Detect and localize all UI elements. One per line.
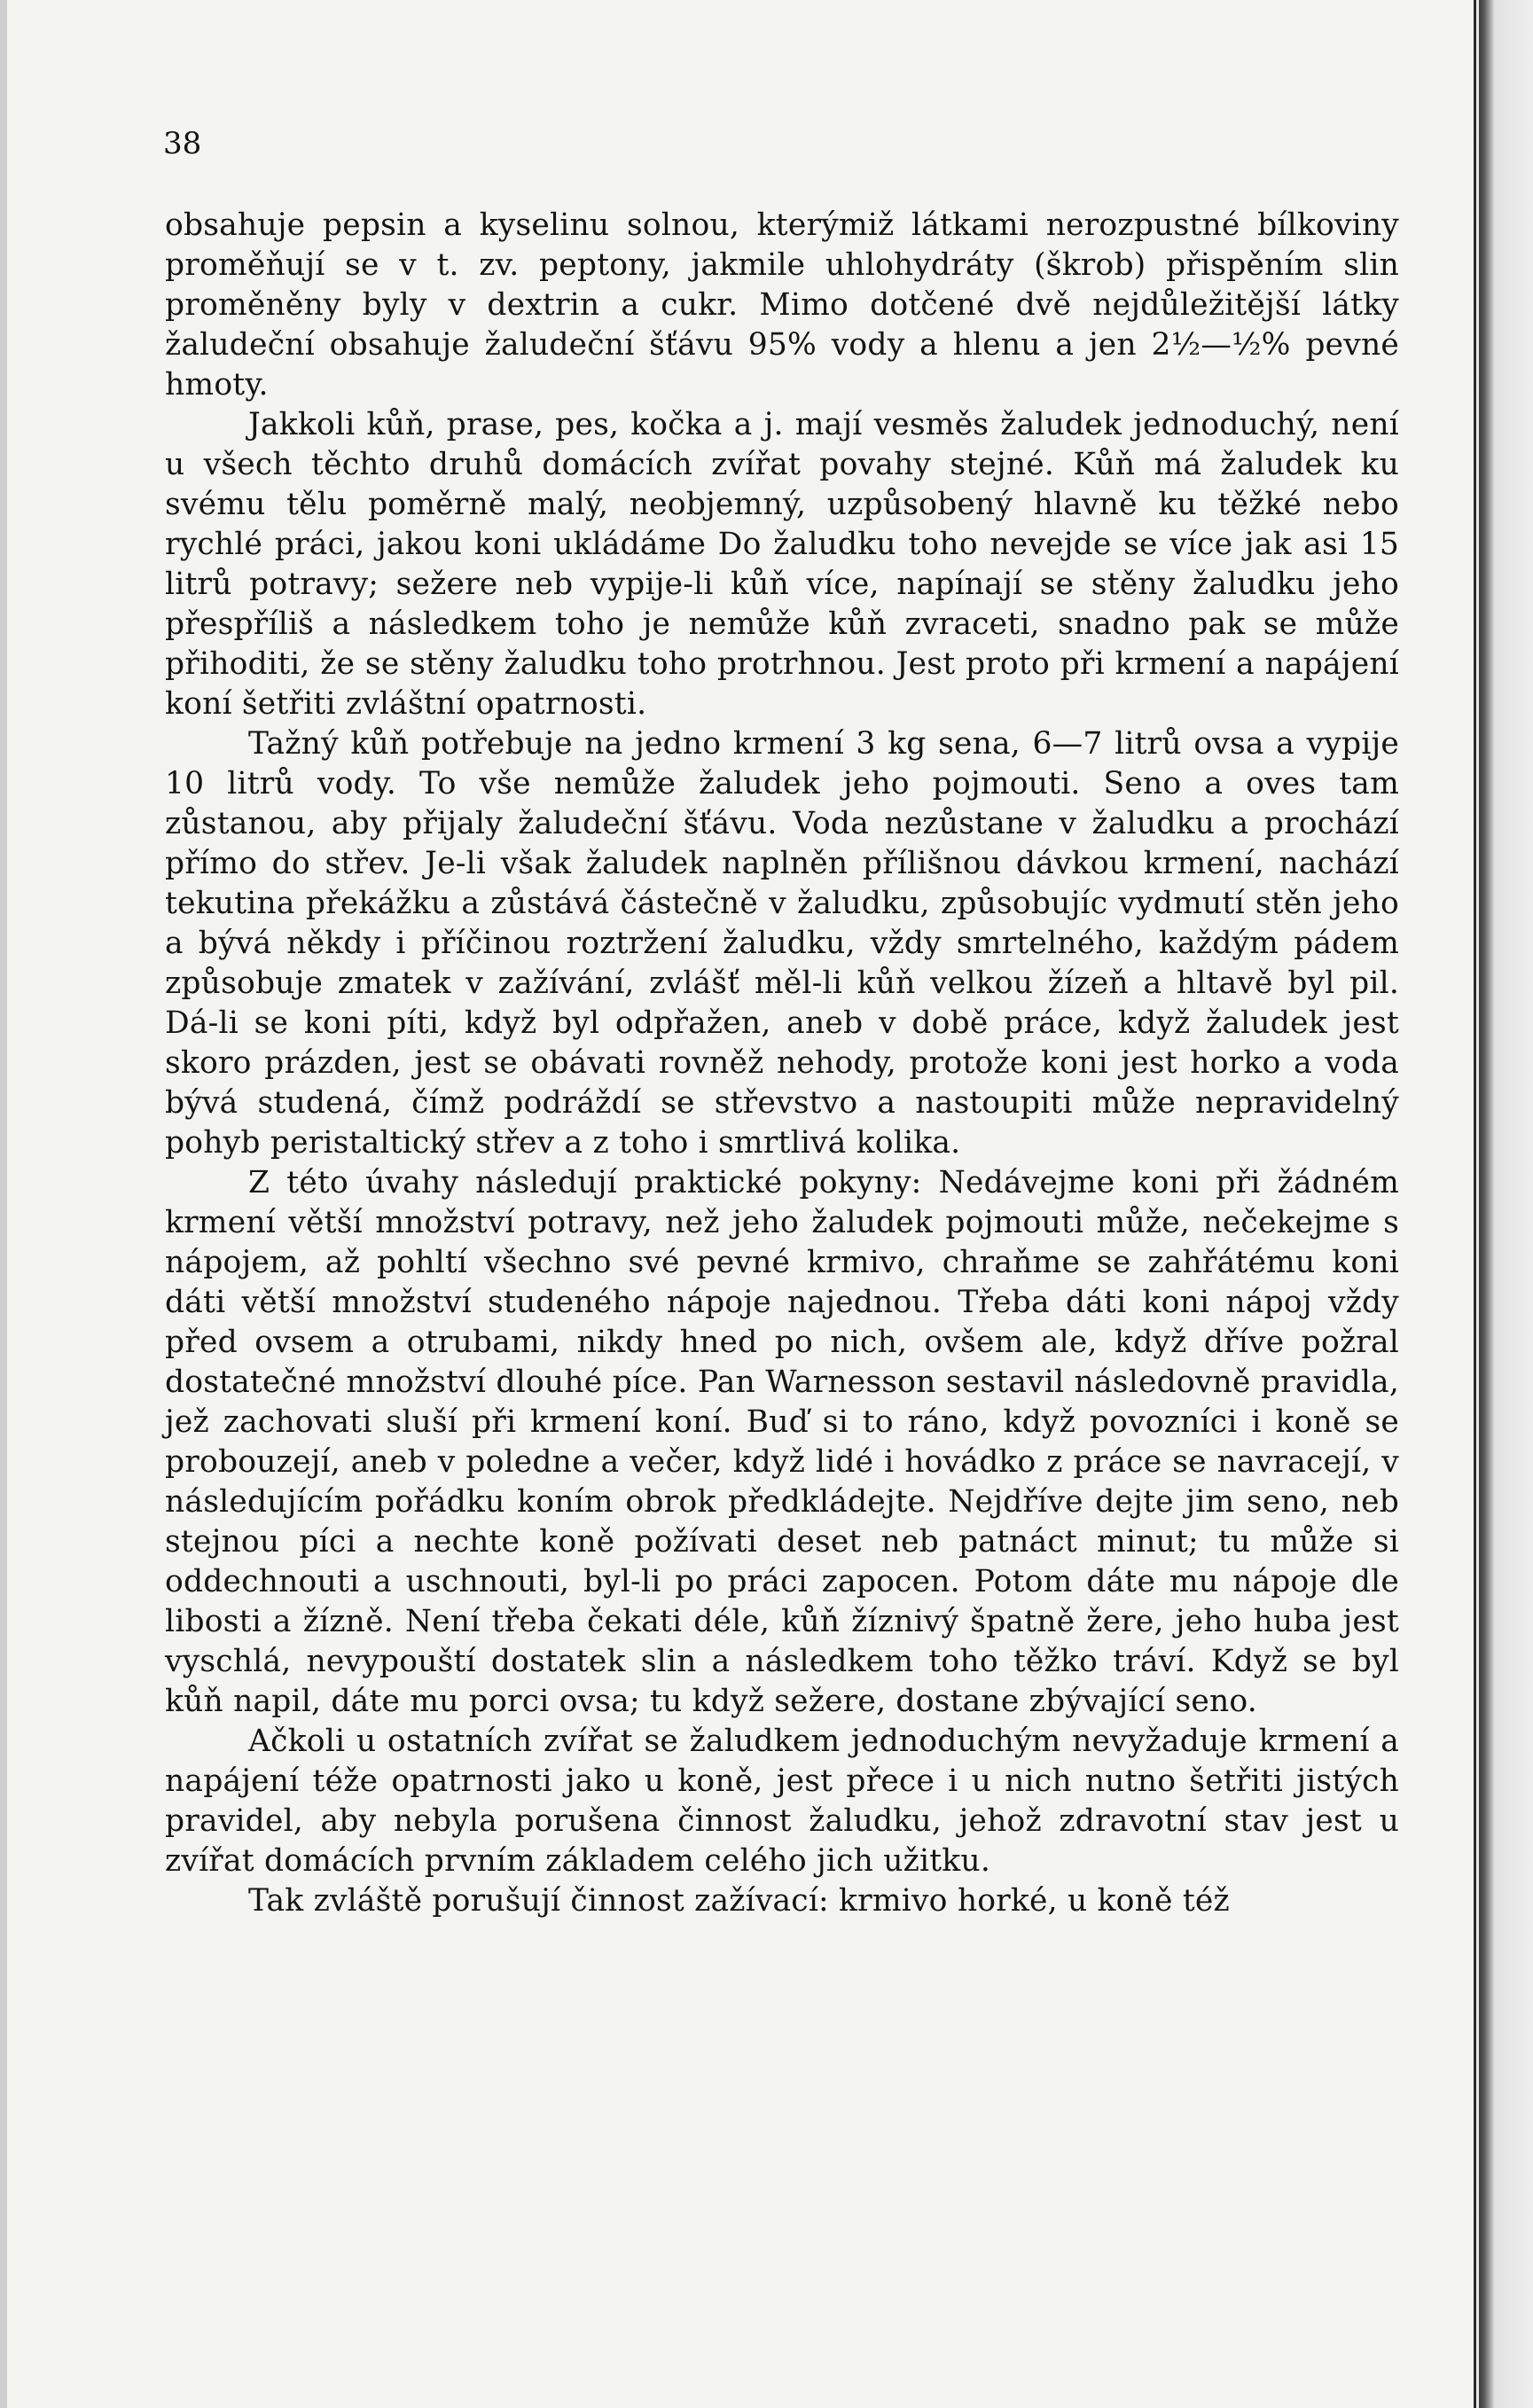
body-text	[165, 206, 1399, 1921]
paragraph-1: obsahuje pepsin a kyselinu solnou, kterýmiž látkami nerozpustné bílkoviny proměňují se v t. zv. peptony, jakmile uhlohydráty (škrob) přispěním slin proměněny byly v dextrin a cukr. Mimo dotčené dvě nejdůležitější látky žaludeční obsahuje žaludeční šťávu 95% vody a hlenu a jen 2½—½% pevné hmoty.	[165, 207, 1399, 403]
paragraph-3: Tažný kůň potřebuje na jedno krmení 3 kg sena, 6—7 litrů ovsa a vypije 10 litrů vody. To vše nemůže žaludek jeho pojmouti. Seno a oves tam zůstanou, aby přijaly žaludeční šťávu. Voda nezůstane v žaludku a prochází přímo do střev. Je-li však žaludek naplněn přílišnou dávkou krmení, nachází tekutina překážku a zůstává částečně v žaludku, způsobujíc vydmutí stěn jeho a bývá někdy i příčinou roztržení žaludku, vždy smrtelného, každým pádem způsobuje zmatek v zažívání, zvlášť měl-li kůň velkou žízeň a hltavě byl pil. Dá-li se koni píti, když byl odpřažen, aneb v době práce, když žaludek jest skoro prázden, jest se obávati rovněž nehody, protože koni jest horko a voda bývá studená, čímž podráždí se střevstvo a nastoupiti může nepravidelný pohyb peristaltický střev a z toho i smrtlivá kolika.	[165, 726, 1399, 1161]
paragraph-6: Tak zvláště porušují činnost zažívací: krmivo horké, u koně též	[248, 1883, 1230, 1919]
paragraph-5: Ačkoli u ostatních zvířat se žaludkem jednoduchým nevyžaduje krmení a napájení téže opatrnosti jako u koně, jest přece i u nich nutno šetřiti jistých pravidel, aby nebyla porušena činnost žaludku, jehož zdravotní stav jest u zvířat domácích prvním základem celého jich užitku.	[165, 1724, 1399, 1879]
page-edge-shadow	[1479, 0, 1533, 2408]
paragraph-2: Jakkoli kůň, prase, pes, kočka a j. mají vesměs žaludek jednoduchý, není u všech těchto druhů domácích zvířat povahy stejné. Kůň má žaludek ku svému tělu poměrně malý, neobjemný, uzpůsobený hlavně ku těžké nebo rychlé práci, jakou koni ukládáme Do žaludku toho nevejde se více jak asi 15 litrů potravy; sežere neb vypije-li kůň více, napínají se stěny žaludku jeho přespříliš a následkem toho je nemůže kůň zvraceti, snadno pak se může přihoditi, že se stěny žaludku toho protrhnou. Jest proto při krmení a napájení koní šetřiti zvláštní opatrnosti.	[165, 407, 1399, 722]
page-number: 38	[163, 126, 202, 161]
paragraph-4: Z této úvahy následují praktické pokyny: Nedávejme koni při žádném krmení větší množství potravy, než jeho žaludek pojmouti může, nečekejme s nápojem, až pohltí všechno své pevné krmivo, chraňme se zahřátému koni dáti větší množství studeného nápoje najednou. Třeba dáti koni nápoj vždy před ovsem a otrubami, nikdy hned po nich, ovšem ale, když dříve požral dostatečné množství dlouhé píce. Pan Warnesson sestavil následovně pravidla, jež zachovati sluší při krmení koní. Buď si to ráno, když povozníci i koně se probouzejí, aneb v poledne a večer, když lidé i hovádko z práce se navracejí, v následujícím pořádku koním obrok předkládejte. Nejdříve dejte jim seno, neb stejnou píci a nechte koně požívati deset neb patnáct minut; tu může si oddechnouti a uschnouti, byl-li po práci zapocen. Potom dáte mu nápoje dle libosti a žízně. Není třeba čekati déle, kůň žíznivý špatně žere, jeho huba jest vyschlá, nevypouští dostatek slin a následkem toho těžko tráví. Když se byl kůň napil, dáte mu porci ovsa; tu když sežere, dostane zbývající seno.	[165, 1165, 1399, 1719]
